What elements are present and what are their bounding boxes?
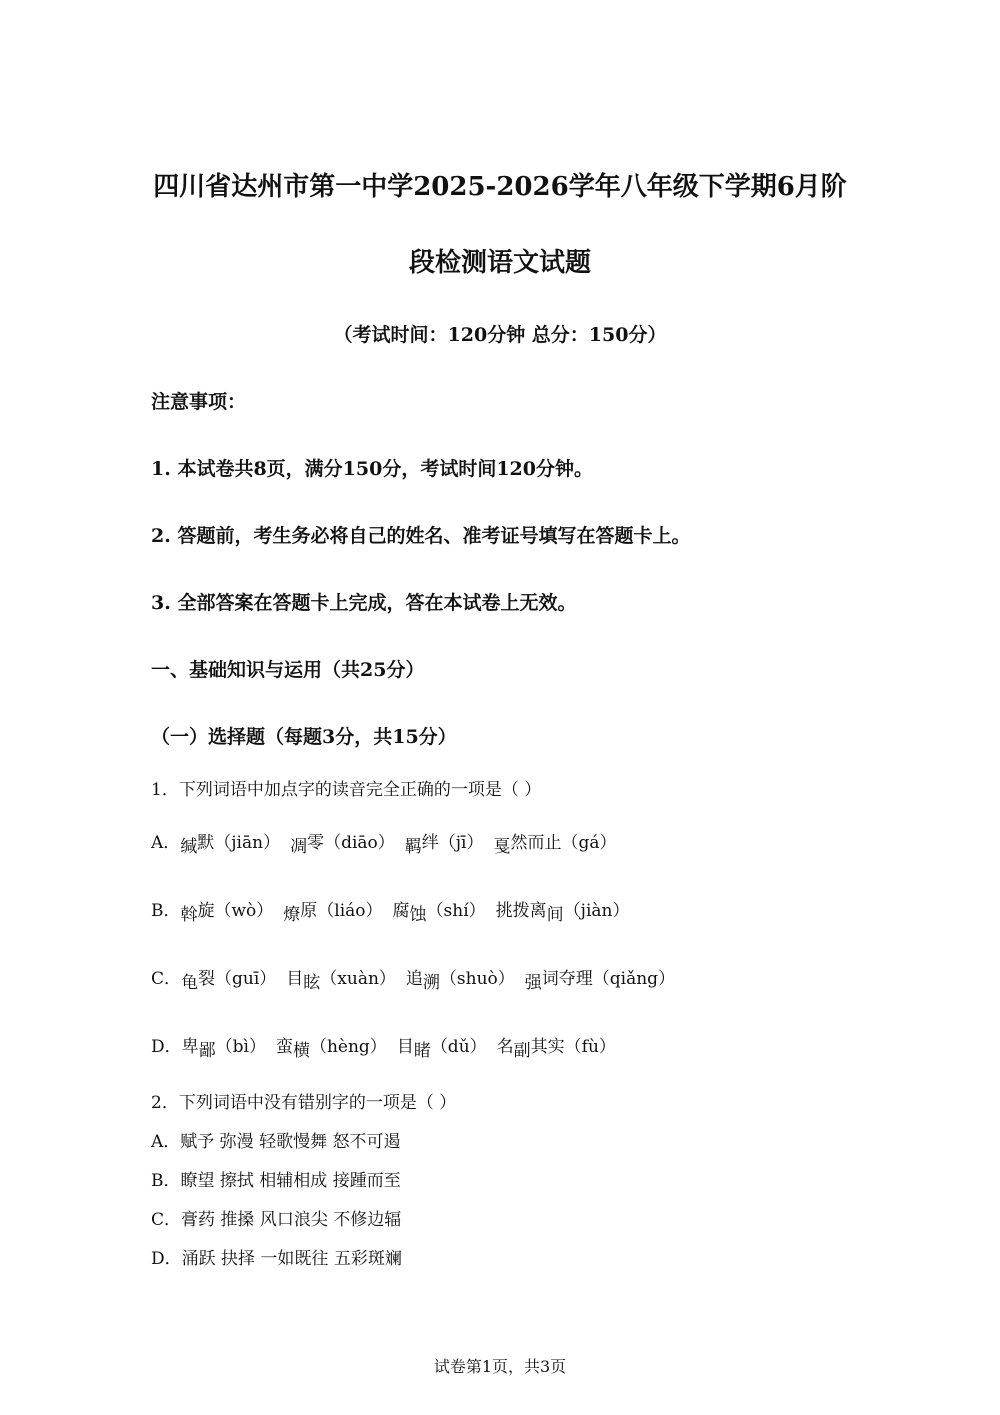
option-label: B．	[151, 901, 181, 921]
exam-info: （考试时间：120分钟 总分：150分）	[333, 324, 667, 346]
dotted-character: 睹	[413, 1041, 431, 1061]
word-text: 腐	[392, 901, 410, 921]
dotted-character: 缄	[180, 837, 198, 857]
subsection-heading: （一）选择题（每题3分，共15分）	[151, 726, 457, 748]
word-text: 追	[405, 969, 423, 989]
word-text: 卑	[181, 1037, 199, 1057]
word-text: 挑拨离	[495, 901, 547, 921]
section-heading: 一、基础知识与运用（共25分）	[151, 659, 425, 681]
pinyin-annotation: （jiān）	[214, 833, 281, 853]
question-2-option-a: A．赋予 弥漫 轻歌慢舞 怒不可遏	[151, 1132, 401, 1152]
word-text: 其实	[530, 1037, 565, 1057]
dotted-character: 横	[292, 1041, 310, 1061]
dotted-character: 斡	[180, 905, 198, 925]
pinyin-annotation: （liáo）	[317, 901, 383, 921]
word-text: 零	[307, 833, 325, 853]
dotted-character: 羁	[404, 837, 422, 857]
dotted-character: 蚀	[409, 905, 427, 925]
word-item	[290, 833, 395, 857]
pinyin-annotation: （shuò）	[439, 969, 515, 989]
pinyin-annotation: （bì）	[215, 1037, 266, 1057]
page-footer: 试卷第1页，共3页	[433, 1357, 567, 1376]
word-text: 原	[300, 901, 318, 921]
pinyin-annotation: （wò）	[214, 901, 274, 921]
pinyin-annotation: （jī）	[438, 833, 484, 853]
word-item	[276, 1037, 387, 1061]
word-text: 词夺理	[541, 969, 593, 989]
question-2-option-b: B．瞭望 擦拭 相辅相成 接踵而至	[151, 1171, 401, 1191]
word-item	[525, 969, 675, 993]
question-1-option-c	[151, 967, 675, 991]
word-item	[397, 1037, 487, 1061]
question-2-stem: 2．下列词语中没有错别字的一项是（ ）	[151, 1093, 457, 1113]
dotted-character: 龟	[181, 973, 199, 993]
pinyin-annotation: （dǔ）	[430, 1037, 487, 1057]
word-item	[393, 901, 486, 925]
word-item	[286, 969, 396, 993]
word-text: 旋	[197, 901, 215, 921]
notice-header: 注意事项：	[151, 391, 247, 413]
notice-item-2: 2. 答题前，考生务必将自己的姓名、准考证号填写在答题卡上。	[151, 525, 691, 547]
word-item	[180, 833, 280, 857]
word-text: 目	[396, 1037, 414, 1057]
word-text: 目	[286, 969, 304, 989]
option-label: D．	[151, 1037, 182, 1057]
word-text: 然而止	[510, 833, 562, 853]
question-2-option-c: C．膏药 推搡 风口浪尖 不修边辐	[151, 1210, 402, 1230]
word-item	[496, 901, 630, 925]
dotted-character: 间	[546, 905, 564, 925]
dotted-character: 鄙	[198, 1041, 216, 1061]
question-1-option-d	[151, 1035, 616, 1059]
word-text: 默	[197, 833, 215, 853]
pinyin-annotation: （xuàn）	[320, 969, 396, 989]
question-1-stem: 1．下列词语中加点字的读音完全正确的一项是（ ）	[151, 780, 542, 800]
dotted-character: 燎	[283, 905, 301, 925]
question-1-option-a	[151, 831, 617, 855]
word-text: 绊	[421, 833, 439, 853]
dotted-character: 戛	[493, 837, 511, 857]
question-2-option-d: D．涌跃 抉择 一如既往 五彩斑斓	[151, 1249, 402, 1269]
question-1-option-b	[151, 899, 629, 923]
notice-item-1: 1. 本试卷共8页，满分150分，考试时间120分钟。	[151, 458, 593, 480]
pinyin-annotation: （gá）	[561, 833, 617, 853]
dotted-character: 溯	[422, 973, 440, 993]
dotted-character: 眩	[303, 973, 321, 993]
page-title-line-2: 段检测语文试题	[408, 248, 591, 278]
word-text: 蛮	[275, 1037, 293, 1057]
option-label: C．	[151, 969, 182, 989]
pinyin-annotation: （qiǎng）	[592, 969, 676, 989]
pinyin-annotation: （shí）	[426, 901, 486, 921]
word-item	[181, 901, 274, 925]
word-item	[181, 969, 276, 993]
word-item	[497, 1037, 616, 1061]
pinyin-annotation: （guī）	[215, 969, 277, 989]
pinyin-annotation: （fù）	[564, 1037, 616, 1057]
pinyin-annotation: （diāo）	[324, 833, 395, 853]
dotted-character: 副	[513, 1041, 531, 1061]
word-text: 名	[496, 1037, 514, 1057]
pinyin-annotation: （jiàn）	[563, 901, 630, 921]
word-item	[494, 833, 617, 857]
word-item	[283, 901, 382, 925]
dotted-character: 强	[524, 973, 542, 993]
pinyin-annotation: （hèng）	[309, 1037, 387, 1057]
word-item	[405, 833, 484, 857]
word-item	[406, 969, 515, 993]
option-label: A．	[151, 833, 181, 853]
dotted-character: 凋	[290, 837, 308, 857]
page-title-line-1: 四川省达州市第一中学2025-2026学年八年级下学期6月阶	[153, 172, 847, 202]
word-text: 裂	[198, 969, 216, 989]
word-item	[182, 1037, 266, 1061]
notice-item-3: 3. 全部答案在答题卡上完成，答在本试卷上无效。	[151, 592, 577, 614]
